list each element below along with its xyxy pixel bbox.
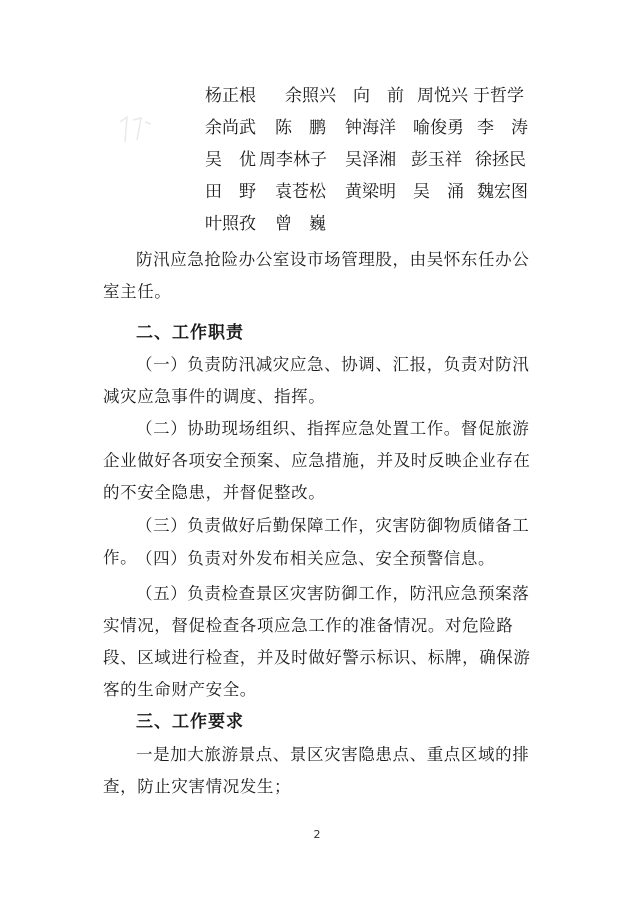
office-note: 防汛应急抢险办公室设市场管理股，由吴怀东任办公室主任。 xyxy=(103,250,530,301)
member-name: 周悦兴 xyxy=(417,86,468,106)
requirement-item: 一是加大旅游景点、景区灾害隐患点、重点区域的排查，防止灾害情况发生； xyxy=(103,745,530,796)
scan-smudge xyxy=(115,112,155,147)
section-heading: 三、工作要求 xyxy=(136,712,244,732)
duty-item: （一）负责防汛减灾应急、协调、汇报，负责对防汛减灾应急事件的调度、指挥。 xyxy=(103,355,530,406)
member-name: 陈 鹏 xyxy=(275,118,326,138)
member-name: 吴泽湘 xyxy=(345,150,396,170)
section-heading: 二、工作职责 xyxy=(136,323,244,343)
duty-item: （四）负责对外发布相关应急、安全预警信息。 xyxy=(136,549,496,568)
member-name: 喻俊勇 xyxy=(413,118,464,138)
member-name: 余照兴 xyxy=(285,86,336,106)
duty-item: （三）负责做好后勤保障工作，灾害防御物质储备工作。 xyxy=(103,516,530,567)
member-name: 吴 优 xyxy=(205,150,256,170)
duty-item: （二）协助现场组织、指挥应急处置工作。督促旅游企业做好各项安全预案、应急措施，并及时反映企业存在的不安全隐患，并督促整改。 xyxy=(103,419,531,502)
member-name: 田 野 xyxy=(205,182,256,202)
member-name: 周李林子 xyxy=(259,150,327,170)
page-number: 2 xyxy=(313,828,321,841)
member-name: 余尚武 xyxy=(205,118,256,138)
member-name: 向 前 xyxy=(353,86,404,106)
duty-item: （五）负责检查景区灾害防御工作，防汛应急预案落实情况，督促检查各项应急工作的准备情况。对危险路段、区域进行检查，并及时做好警示标识、标牌，确保游客的生命财产安全。 xyxy=(103,584,531,699)
member-name: 魏宏图 xyxy=(477,182,528,202)
member-name: 李 涛 xyxy=(477,118,528,138)
member-name: 叶照孜 xyxy=(205,214,256,234)
member-name: 黄梁明 xyxy=(345,182,396,202)
member-name: 杨正根 xyxy=(205,86,256,106)
member-name: 彭玉祥 xyxy=(411,150,462,170)
member-name: 袁苍松 xyxy=(275,182,326,202)
member-name: 曾 巍 xyxy=(275,214,326,234)
member-name: 徐拯民 xyxy=(475,150,526,170)
member-name: 吴 涌 xyxy=(413,182,464,202)
member-name: 于哲学 xyxy=(473,86,524,106)
member-name: 钟海洋 xyxy=(345,118,396,138)
